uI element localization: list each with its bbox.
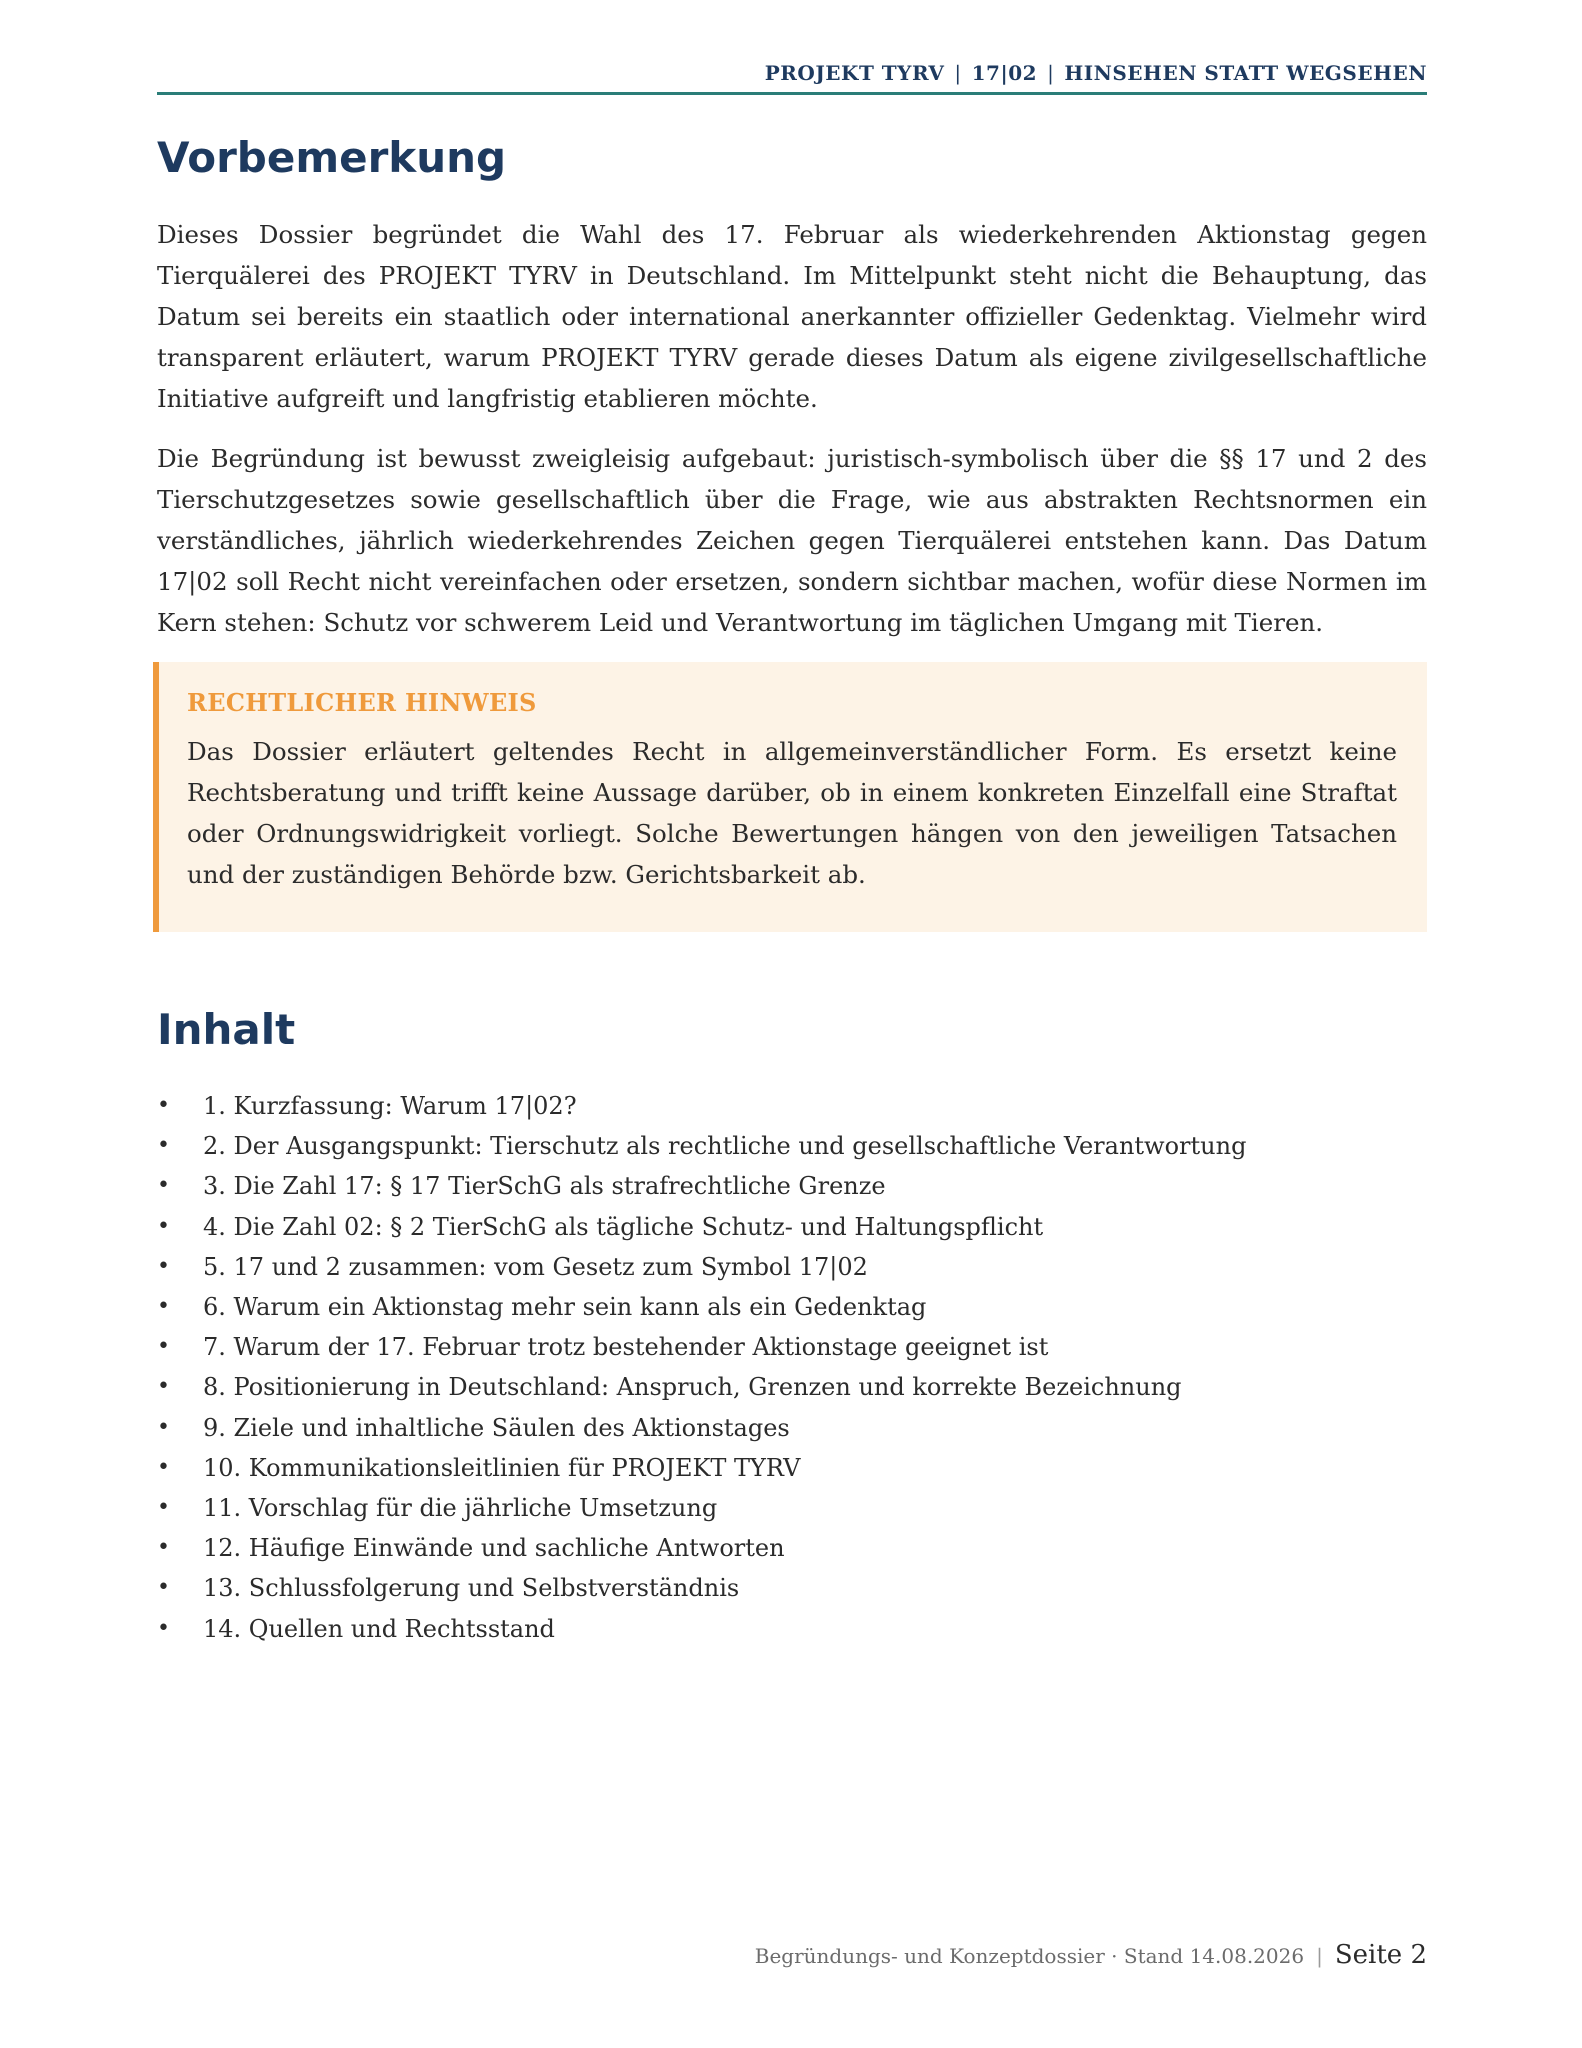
toc-item[interactable] <box>157 1086 1427 1126</box>
toc-item-label: 11. Vorschlag für die jährliche Umsetzung <box>203 1494 718 1523</box>
bullet-icon: • <box>157 1133 170 1159</box>
toc-item[interactable] <box>157 1207 1427 1247</box>
toc-item-label: 9. Ziele und inhaltliche Säulen des Aktionstages <box>203 1413 790 1442</box>
preface-paragraph: Die Begründung ist bewusst zweigleisig aufgebaut: juristisch-symbolisch über die §§ 17 und 2 des Tierschutzgesetzes sowie gesellschaftlich über die Frage, wie aus abstrakten Rechtsnormen ein verständliches, jährlich wiederkehrendes Zeichen gegen Tierquälerei entstehen kann. Das Datum 17|02 soll Recht nicht vereinfachen oder ersetzen, sondern sichtbar machen, wofür diese Normen im Kern stehen: Schutz vor schwerem Leid und Verantwortung im täglichen Umgang mit Tieren. <box>157 444 1427 637</box>
toc-item[interactable] <box>157 1367 1427 1407</box>
page-number: Seite 2 <box>1334 1940 1427 1970</box>
bullet-icon: • <box>157 1575 170 1601</box>
bullet-icon: • <box>157 1213 170 1239</box>
toc-item-label: 13. Schlussfolgerung und Selbstverständnis <box>203 1574 740 1603</box>
toc-item[interactable] <box>157 1327 1427 1367</box>
toc-item[interactable] <box>157 1408 1427 1448</box>
legal-notice-box <box>153 662 1427 932</box>
bullet-icon: • <box>157 1294 170 1320</box>
toc-item-label: 5. 17 und 2 zusammen: vom Gesetz zum Symbol 17|02 <box>203 1252 868 1281</box>
contents-heading: Inhalt <box>157 1005 296 1054</box>
header-motto: HINSEHEN STATT WEGSEHEN <box>1064 61 1427 85</box>
toc-item-label: 8. Positionierung in Deutschland: Anspruch, Grenzen und korrekte Bezeichnung <box>203 1373 1182 1402</box>
footer-separator: | <box>1316 1944 1323 1968</box>
bullet-icon: • <box>157 1454 170 1480</box>
header-separator: | <box>1047 61 1055 85</box>
bullet-icon: • <box>157 1535 170 1561</box>
table-of-contents <box>157 1086 1427 1649</box>
footer-document-info: Begründungs- und Konzeptdossier · Stand 14.08.2026 <box>754 1944 1305 1968</box>
toc-item[interactable] <box>157 1247 1427 1287</box>
bullet-icon: • <box>157 1615 170 1641</box>
bullet-icon: • <box>157 1334 170 1360</box>
toc-item[interactable] <box>157 1488 1427 1528</box>
toc-item-label: 6. Warum ein Aktionstag mehr sein kann als ein Gedenktag <box>203 1293 927 1322</box>
bullet-icon: • <box>157 1173 170 1199</box>
toc-item-label: 4. Die Zahl 02: § 2 TierSchG als tägliche Schutz- und Haltungspflicht <box>203 1212 1044 1241</box>
running-footer <box>755 1940 1427 1970</box>
toc-item-label: 2. Der Ausgangspunkt: Tierschutz als rechtliche und gesellschaftliche Verantwortung <box>203 1132 1247 1161</box>
toc-item-label: 1. Kurzfassung: Warum 17|02? <box>203 1092 577 1120</box>
running-header <box>157 58 1427 95</box>
legal-notice-title: RECHTLICHER HINWEIS <box>187 688 537 717</box>
bullet-icon: • <box>157 1093 170 1118</box>
preface-paragraph: Dieses Dossier begründet die Wahl des 17. Februar als wiederkehrenden Aktionstag gegen Tierquälerei des PROJEKT TYRV in Deutschland. Im Mittelpunkt steht nicht die Behauptung, das Datum sei bereits ein staatlich oder international anerkannter offizieller Gedenktag. Vielmehr wird transparent erläutert, warum PROJEKT TYRV gerade dieses Datum als eigene zivilgesellschaftliche Initiative aufgreift und langfristig etablieren möchte. <box>157 220 1427 413</box>
toc-item[interactable] <box>157 1568 1427 1608</box>
toc-item[interactable] <box>157 1448 1427 1488</box>
toc-item-label: 14. Quellen und Rechtsstand <box>203 1614 555 1643</box>
toc-item-label: 12. Häufige Einwände und sachliche Antworten <box>203 1534 785 1563</box>
toc-item-label: 7. Warum der 17. Februar trotz bestehender Aktionstage geeignet ist <box>203 1333 1049 1362</box>
toc-item[interactable] <box>157 1126 1427 1166</box>
toc-item[interactable] <box>157 1166 1427 1206</box>
toc-item[interactable] <box>157 1609 1427 1649</box>
bullet-icon: • <box>157 1374 170 1400</box>
bullet-icon: • <box>157 1495 170 1521</box>
document-page <box>157 0 1427 2048</box>
toc-item[interactable] <box>157 1287 1427 1327</box>
toc-item[interactable] <box>157 1528 1427 1568</box>
header-separator: | <box>954 61 962 85</box>
preface-heading: Vorbemerkung <box>157 133 507 182</box>
toc-item-label: 10. Kommunikationsleitlinien für PROJEKT TYRV <box>203 1453 801 1482</box>
bullet-icon: • <box>157 1253 170 1279</box>
toc-item-label: 3. Die Zahl 17: § 17 TierSchG als strafrechtliche Grenze <box>203 1172 886 1201</box>
legal-notice-text: Das Dossier erläutert geltendes Recht in allgemeinverständlicher Form. Es ersetzt keine Rechtsberatung und trifft keine Aussage darüber, ob in einem konkreten Einzelfall eine Straftat oder Ordnungswidrigkeit vorliegt. Solche Bewertungen hängen von den jeweiligen Tatsachen und der zuständigen Behörde bzw. Gerichtsbarkeit ab. <box>187 737 1397 889</box>
header-date-mark: 17|02 <box>971 61 1038 85</box>
header-project: PROJEKT TYRV <box>764 61 945 85</box>
bullet-icon: • <box>157 1414 170 1440</box>
